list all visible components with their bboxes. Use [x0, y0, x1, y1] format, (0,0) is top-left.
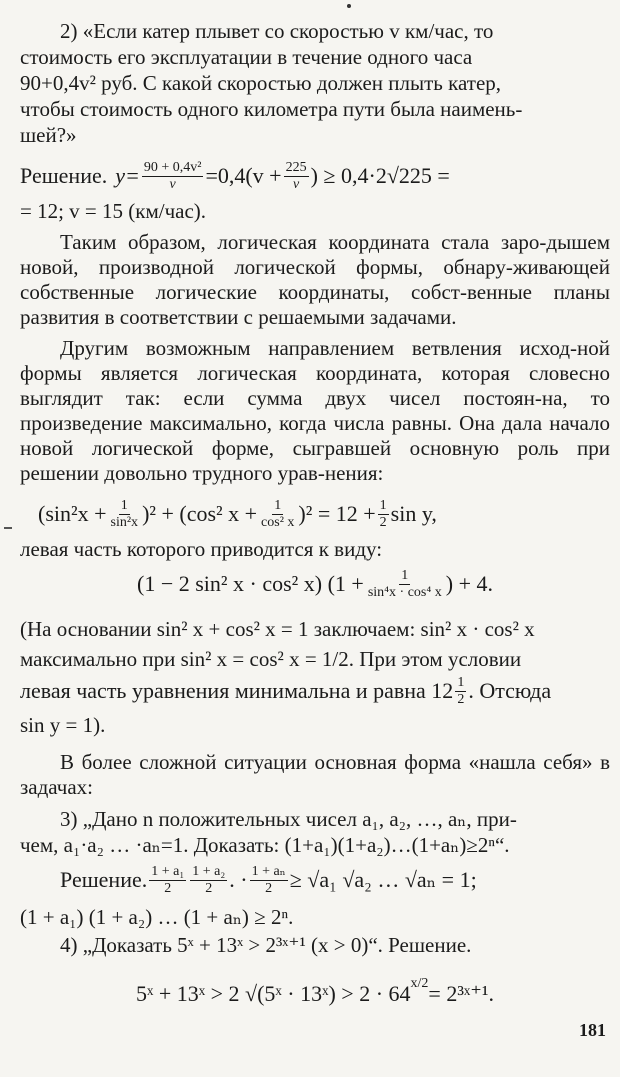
basis-line-3-b: . Отсюда [468, 678, 552, 703]
fraction-numerator: 1 [274, 497, 282, 513]
eq2-part-2: ) + 4. [445, 571, 493, 596]
solution-label: Решение. [20, 163, 108, 188]
fraction-numerator: 90 + 0,4v² [143, 159, 202, 175]
eq2-fraction [366, 568, 444, 601]
basis-fraction [455, 675, 466, 708]
problem-4 [20, 932, 610, 1016]
fraction-numerator: 1 [379, 497, 387, 513]
eq2-part-1: (1 − 2 sin² x · cos² x) (1 + [137, 571, 364, 596]
basis-line-1: (На основании sin² x + cos² x = 1 заключаем: sin² x · cos² x [20, 617, 535, 641]
basis-line-3-a: левая часть уравнения минимальна и равна 12 [20, 678, 454, 703]
fraction-numerator: 1 + a₁ [151, 863, 185, 879]
problem-3-result: (1 + a₁) (1 + a₂) … (1 + aₙ) ≥ 2ⁿ. [20, 905, 294, 929]
problem-4-line-1: 4) „Доказать 5ˣ + 13ˣ > 2³ˣ⁺¹ (x > 0)“. Решение. [60, 933, 472, 957]
problem-2-line-4: чтобы стоимость одного километра пути была наимень- [20, 97, 523, 121]
problem-2-line-1: 2) «Если катер плывет со скоростью v км/час, то [60, 19, 494, 43]
eq1-part-4: sin y, [390, 501, 437, 526]
p4-formula-b: = 2³ˣ⁺¹. [428, 981, 494, 1006]
formula-lhs: y= [115, 163, 140, 188]
eq1-part-1: (sin²x + [38, 501, 107, 526]
fraction-numerator: 1 [401, 567, 409, 583]
eq1-fraction-2 [259, 498, 296, 531]
problem-4-formula [20, 972, 610, 1016]
basis-line-4: sin y = 1). [20, 713, 106, 737]
ink-dot [347, 4, 351, 8]
problem-2-solution [20, 154, 610, 198]
equation-2 [20, 562, 610, 606]
problem-3-line-2: чем, a₁·a₂ … ·aₙ=1. Доказать: (1+a₁)(1+a₂)…(1+aₙ)≥2ⁿ“. [20, 833, 510, 857]
p3-fraction-2 [190, 864, 227, 897]
basis-line-2: максимально при sin² x = cos² x = 1/2. При этом условии [20, 647, 522, 671]
paragraph-branching: Другим возможным направлением ветвления исход-ной формы является логическая координата, которая словесно выглядит так: если сумма двух чисел постоян-на, то произведение максимально, когда числа равны. Она дала начало новой логической форме, сыгравшей основную роль при решении довольно трудного урав-нения: [20, 336, 610, 485]
fraction-denominator: sin⁴x · cos⁴ x [367, 584, 442, 600]
eq1-part-3: )² = 12 + [298, 501, 376, 526]
fraction-numerator: 1 [120, 497, 128, 513]
margin-dash [4, 527, 12, 529]
basis-line-3 [20, 674, 610, 708]
problem-2-line-2: стоимость его эксплуатации в течение одного часа [20, 45, 473, 69]
formula-rhs: ) ≥ 0,4·2√225 = [310, 163, 450, 188]
basis-block [20, 614, 610, 742]
page-number: 181 [579, 1020, 606, 1040]
fraction-denominator: v [292, 176, 300, 192]
fraction-numerator: 1 [457, 674, 465, 690]
fraction-denominator: 2 [379, 514, 387, 530]
p4-exponent: x/2 [410, 976, 429, 991]
p3-fraction-1 [149, 864, 186, 897]
solution-label: Решение. [60, 867, 148, 892]
p3-dots: . · [229, 867, 248, 892]
fraction-denominator: 2 [457, 691, 465, 707]
formula-fraction-2 [284, 160, 309, 193]
fraction-numerator: 1 + aₙ [251, 863, 286, 879]
problem-3 [20, 806, 610, 932]
fraction-numerator: 1 + a₂ [192, 863, 226, 879]
fraction-denominator: cos² x [261, 514, 295, 530]
paragraph-logical-coordinate: Таким образом, логическая координата стала заро-дышем новой, производной логической формы, обнару-живающей собственные логические координаты, собст-венные планы развития в соответствии с решаемыми задачами. [20, 230, 610, 329]
problem-2 [20, 18, 610, 148]
book-page [20, 18, 610, 1016]
fraction-numerator: 225 [285, 159, 307, 175]
reduce-text: левая часть которого приводится к виду: [20, 537, 383, 561]
fraction-denominator: 2 [205, 880, 213, 896]
formula-mid: =0,4(v + [205, 163, 282, 188]
fraction-denominator: 2 [265, 880, 273, 896]
formula-fraction [142, 160, 204, 193]
fraction-denominator: v [169, 176, 176, 192]
problem-3-line-1: 3) „Дано n положительных чисел a₁, a₂, …, aₙ, при- [60, 807, 517, 831]
fraction-denominator: sin²x [110, 514, 139, 530]
p3-fraction-3 [250, 864, 288, 897]
problem-2-line-3: 90+0,4v² руб. С какой скоростью должен плыть катер, [20, 71, 502, 95]
equation-1 [20, 492, 610, 536]
problem-3-solution [20, 858, 610, 902]
fraction-denominator: 2 [164, 880, 172, 896]
p4-formula-a: 5ˣ + 13ˣ > 2 √(5ˣ · 13ˣ) > 2 · 64 [135, 981, 411, 1006]
eq1-part-2: )² + (cos² x + [142, 501, 258, 526]
eq1-fraction-3 [378, 498, 389, 531]
eq1-fraction-1 [109, 498, 141, 531]
paragraph-complex: В более сложной ситуации основная форма «нашла себя» в задачах: [20, 750, 610, 799]
p3-rhs: ≥ √a₁ √a₂ … √aₙ = 1; [289, 867, 477, 892]
problem-2-line-5: шей?» [20, 123, 77, 147]
problem-2-result: = 12; v = 15 (км/час). [20, 199, 207, 223]
